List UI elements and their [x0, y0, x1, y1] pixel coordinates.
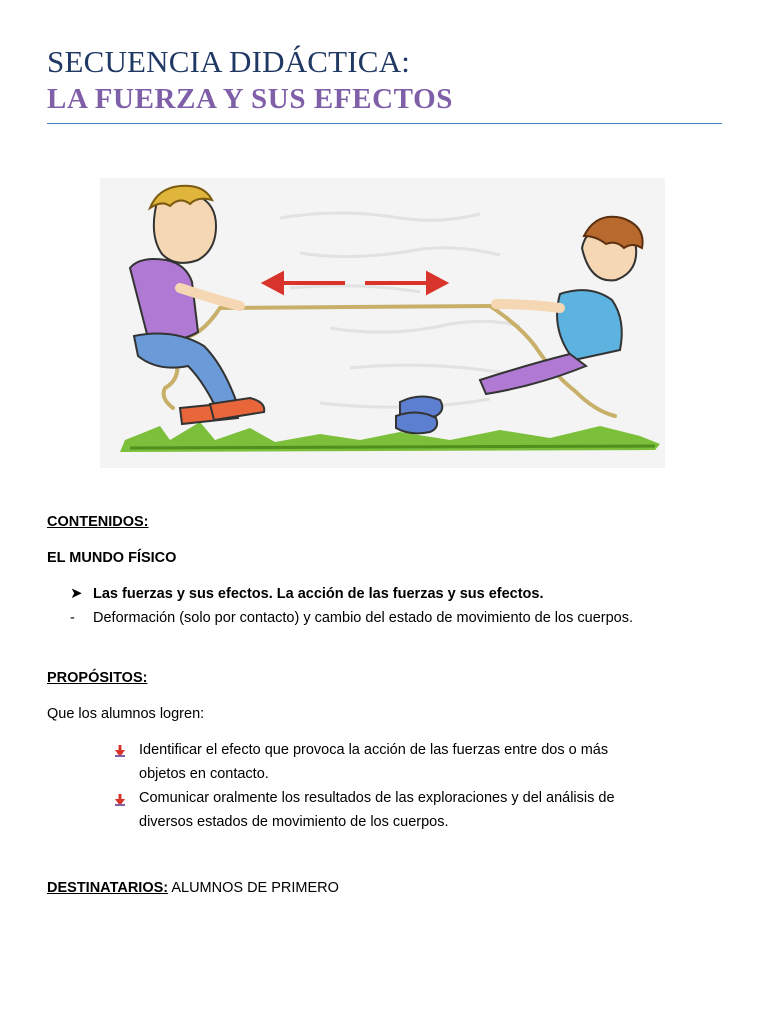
mundo-fisico-subheading: EL MUNDO FÍSICO: [47, 550, 177, 566]
contenidos-heading: CONTENIDOS:: [47, 514, 149, 530]
destinatarios-value: ALUMNOS DE PRIMERO: [171, 880, 339, 896]
propositos-intro: Que los alumnos logren:: [47, 706, 205, 722]
contenidos-dash-item: Deformación (solo por contacto) y cambio del estado de movimiento de los cuerpos.: [93, 610, 633, 626]
propositos-heading: PROPÓSITOS:: [47, 670, 148, 686]
contenidos-arrow-item: Las fuerzas y sus efectos. La acción de las fuerzas y sus efectos.: [93, 586, 544, 602]
proposito-item-2-line2: diversos estados de movimiento de los cuerpos.: [139, 814, 449, 830]
destinatarios-line: [47, 880, 339, 896]
proposito-item-1-line2: objetos en contacto.: [139, 766, 269, 782]
dash-bullet-icon: -: [70, 610, 75, 626]
red-arrow-bullet-icon: [115, 745, 125, 757]
red-arrow-bullet-icon: [115, 794, 125, 806]
tug-of-war-illustration: [100, 178, 665, 468]
proposito-item-1-line1: Identificar el efecto que provoca la acción de las fuerzas entre dos o más: [139, 742, 609, 758]
arrow-bullet-icon: ➤: [70, 585, 83, 602]
title-divider: [47, 123, 722, 124]
destinatarios-heading: DESTINATARIOS:: [47, 880, 169, 896]
proposito-item-2-line1: Comunicar oralmente los resultados de las exploraciones y del análisis de: [139, 790, 615, 806]
title-line-1: SECUENCIA DIDÁCTICA:: [47, 44, 411, 79]
title-line-2: LA FUERZA Y SUS EFECTOS: [47, 83, 453, 115]
